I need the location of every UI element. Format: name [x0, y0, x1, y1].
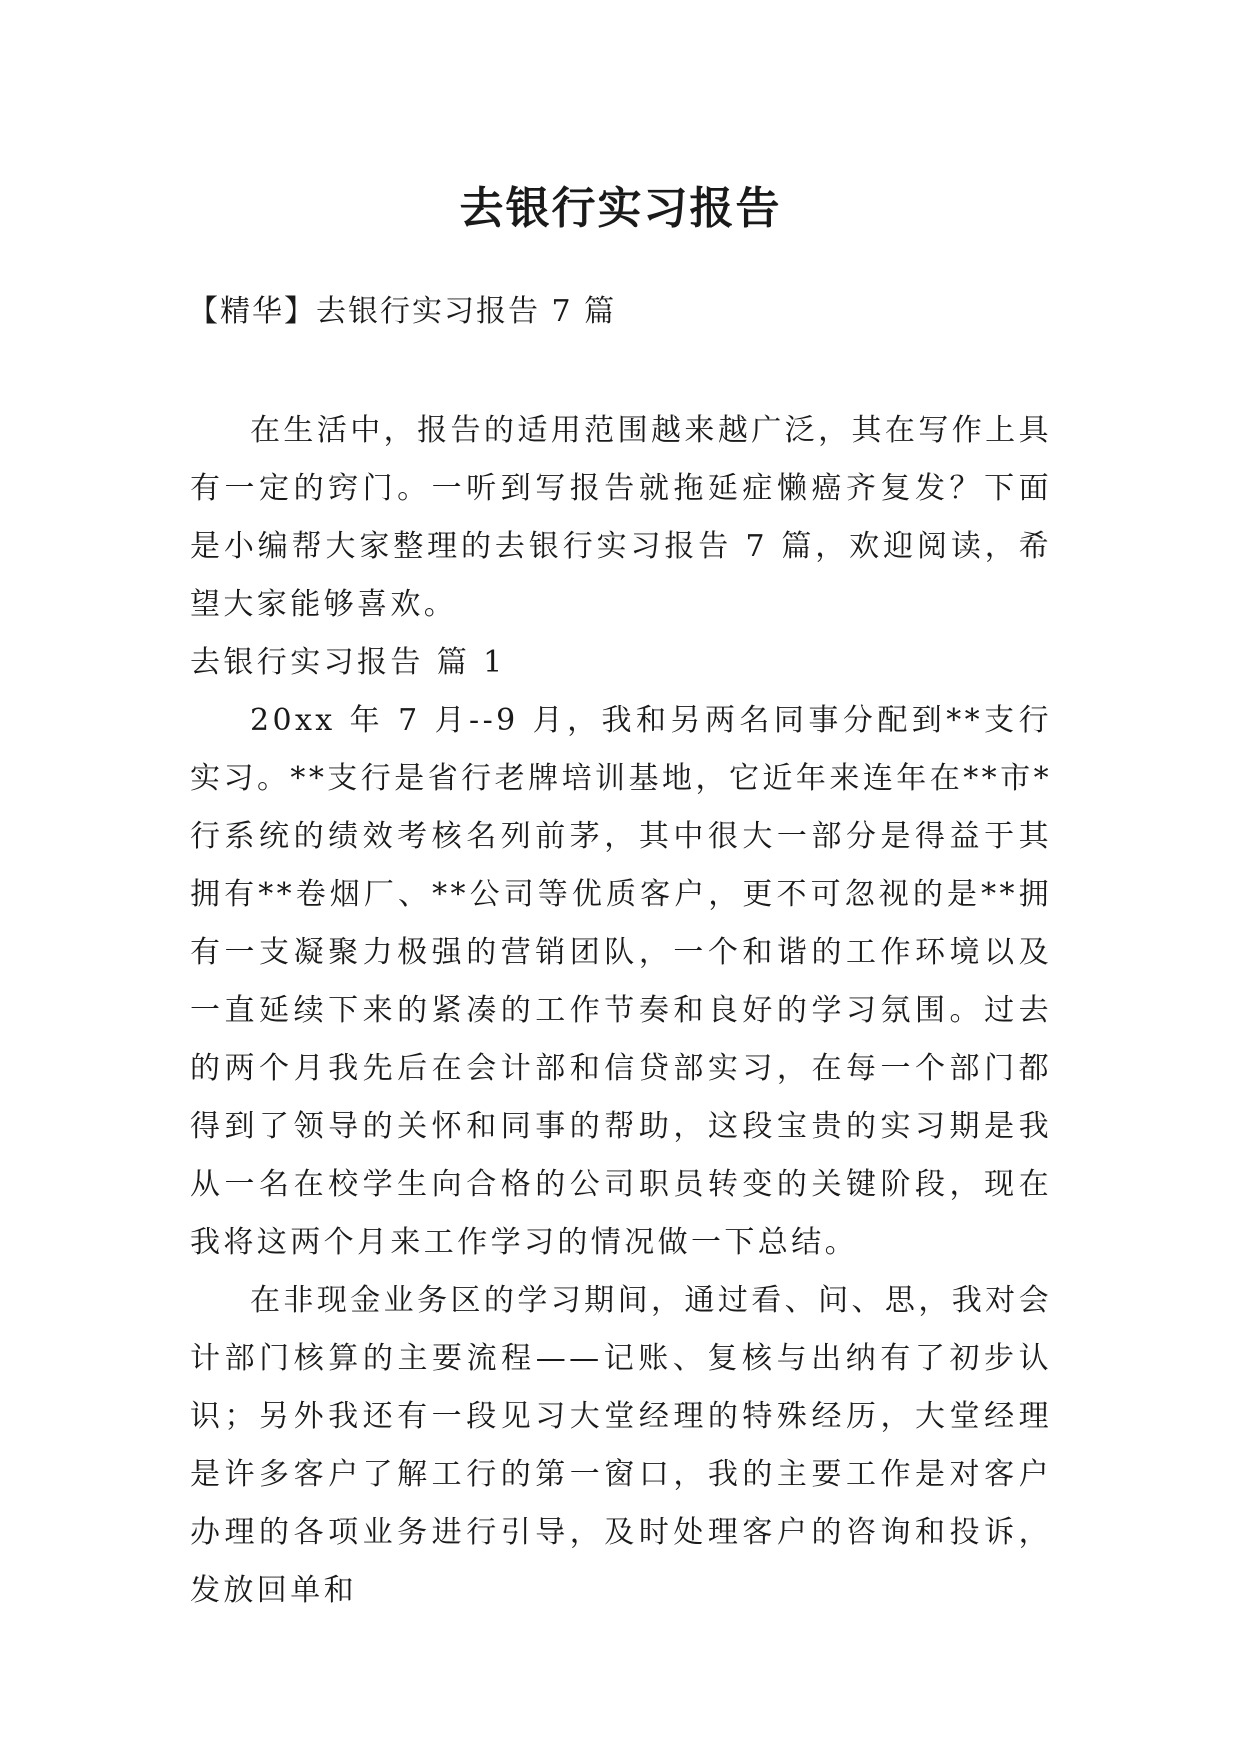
body-paragraph-2: 在非现金业务区的学习期间，通过看、问、思，我对会计部门核算的主要流程——记账、复核与出纳有了初步认识；另外我还有一段见习大堂经理的特殊经历，大堂经理是许多客户了解工行的第一窗口，我的主要工作是对客户办理的各项业务进行引导，及时处理客户的咨询和投诉，发放回单和	[190, 1283, 1052, 1608]
intro-paragraph: 在生活中，报告的适用范围越来越广泛，其在写作上具有一定的窍门。一听到写报告就拖延症懒癌齐复发？下面是小编帮大家整理的去银行实习报告 7 篇，欢迎阅读，希望大家能够喜欢。	[190, 413, 1052, 622]
document-subtitle: 【精华】去银行实习报告 7 篇	[188, 294, 617, 329]
section-heading: 去银行实习报告 篇 1	[190, 645, 506, 680]
document-title: 去银行实习报告	[459, 183, 782, 235]
body-paragraph-1: 20xx 年 7 月--9 月，我和另两名同事分配到**支行实习。**支行是省行老牌培训基地，它近年来连年在**市*行系统的绩效考核名列前茅，其中很大一部分是得益于其拥有**卷烟厂、**公司等优质客户，更不可忽视的是**拥有一支凝聚力极强的营销团队，一个和谐的工作环境以及一直延续下来的紧凑的工作节奏和良好的学习氛围。过去的两个月我先后在会计部和信贷部实习，在每一个部门都得到了领导的关怀和同事的帮助，这段宝贵的实习期是我从一名在校学生向合格的公司职员转变的关键阶段，现在我将这两个月来工作学习的情况做一下总结。	[190, 703, 1052, 1260]
document-body	[190, 402, 1052, 1620]
